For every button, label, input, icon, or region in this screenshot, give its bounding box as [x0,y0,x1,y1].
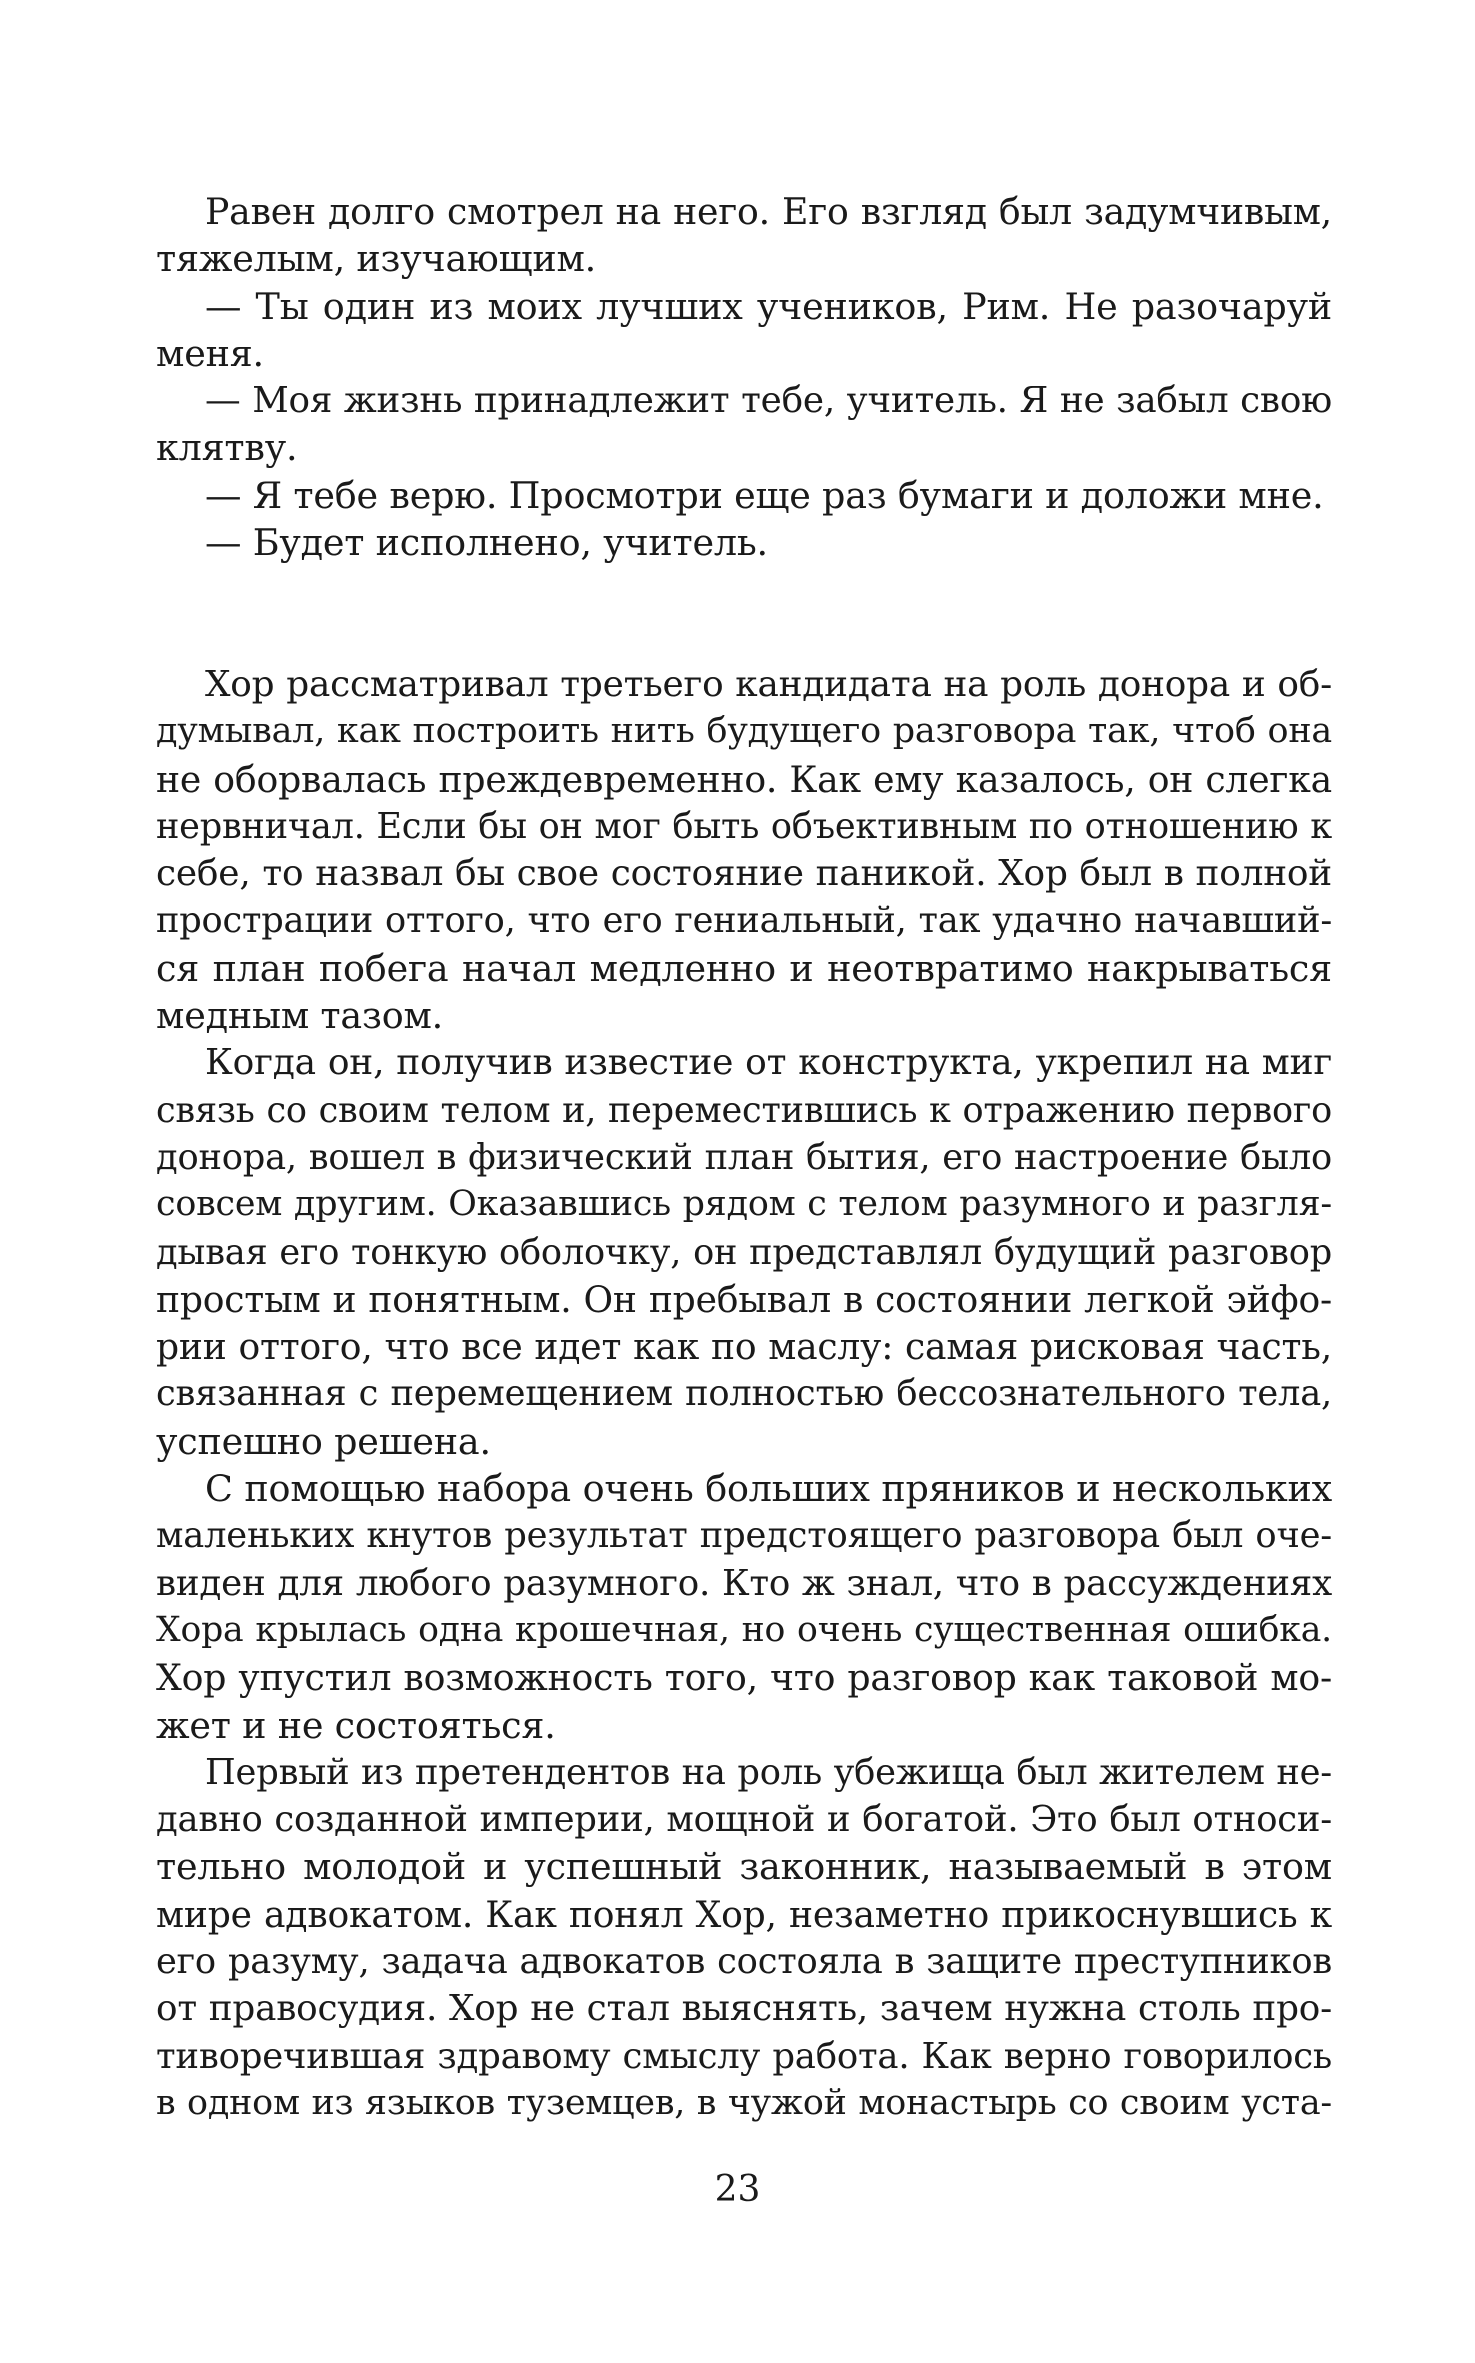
text-line: тельно молодой и успешный законник, называемый в этом [156,1845,1332,1889]
text-line: от правосудия. Хор не стал выяснять, зачем нужна столь про- [156,1988,1332,2030]
dialogue-line [156,377,1332,472]
text-line: себе, то назвал бы свое состояние паникой. Хор был в полной [156,853,1332,895]
paragraph [156,1465,1332,1749]
dialogue-line [156,472,1332,519]
text-line: Равен долго смотрел на него. Его взгляд был задумчивым, [205,190,1332,233]
text-line: думывал, как построить нить будущего разговора так, чтоб она [156,711,1332,752]
text-line: связь со своим телом и, переместившись к отражению первого [156,1089,1332,1131]
text-line: Когда он, получив известие от конструкта, укрепил на миг [205,1042,1332,1084]
text-line: нервничал. Если бы он мог быть объективным по отношению к [156,805,1332,847]
text-line: успешно решена. [156,1419,491,1463]
paragraph [156,1039,1332,1465]
page-number: 23 [714,2169,761,2210]
dialogue-line [156,283,1332,378]
text-line: виден для любого разумного. Кто ж знал, что в рассуждениях [156,1562,1332,1604]
text-line: не оборвалась преждевременно. Как ему казалось, он слегка [156,757,1332,801]
text-line: ся план побега начал медленно и неотвратимо накрываться [156,946,1332,990]
text-line: Хора крылась одна крошечная, но очень существенная ошибка. [156,1609,1332,1650]
text-line: донора, вошел в физический план бытия, его настроение было [156,1136,1332,1178]
paragraph [156,1749,1332,2127]
narrative-section [156,661,1332,2127]
text-line: Первый из претендентов на роль убежища был жителем не- [205,1751,1332,1793]
text-line: — Будет исполнено, учитель. [205,521,768,565]
text-line: С помощью набора очень больших пряников и нескольких [205,1467,1332,1511]
text-line: Хор рассматривал третьего кандидата на роль донора и об- [205,664,1332,705]
text-line: совсем другим. Оказавшись рядом с телом разумного и разгля- [156,1184,1332,1225]
dialogue-line [156,519,1332,566]
text-line: тяжелым, изучающим. [156,237,597,281]
paragraph [156,661,1332,1039]
text-line: — Ты один из моих лучших учеников, Рим. Не разочаруй [205,284,1332,328]
text-line: маленьких кнутов результат предстоящего разговора был оче- [156,1515,1332,1557]
text-line: жет и не состояться. [156,1703,556,1747]
text-line: — Я тебе верю. Просмотри еще раз бумаги и доложи мне. [205,473,1324,517]
text-line: простым и понятным. Он пребывал в состоянии легкой эйфо- [156,1277,1332,1321]
text-line: — Моя жизнь принадлежит тебе, учитель. Я не забыл свою [205,380,1332,422]
dialogue-section [156,188,1332,566]
text-line: тиворечившая здравому смыслу работа. Как верно говорилось [156,2035,1332,2077]
text-line: рии оттого, что все идет как по маслу: самая рисковая часть, [156,1325,1332,1369]
text-line: медным тазом. [156,994,444,1038]
text-line: связанная с перемещением полностью бессознательного тела, [156,1373,1332,1415]
text-line: мире адвокатом. Как понял Хор, незаметно прикоснувшись к [156,1892,1332,1936]
text-line: клятву. [156,426,298,470]
paragraph [156,188,1332,283]
text-line: его разуму, задача адвокатов состояла в защите преступников [156,1941,1332,1983]
text-line: прострации оттого, что его гениальный, так удачно начавший- [156,900,1332,942]
text-line: давно созданной империи, мощной и богатой. Это был относи- [156,1799,1332,1841]
text-line: Хор упустил возможность того, что разговор как таковой мо- [156,1656,1332,1700]
text-line: меня. [156,331,264,375]
text-line: в одном из языков туземцев, в чужой монастырь со своим уста- [156,2082,1332,2123]
text-line: дывая его тонкую оболочку, он представлял будущий разговор [156,1231,1332,1273]
